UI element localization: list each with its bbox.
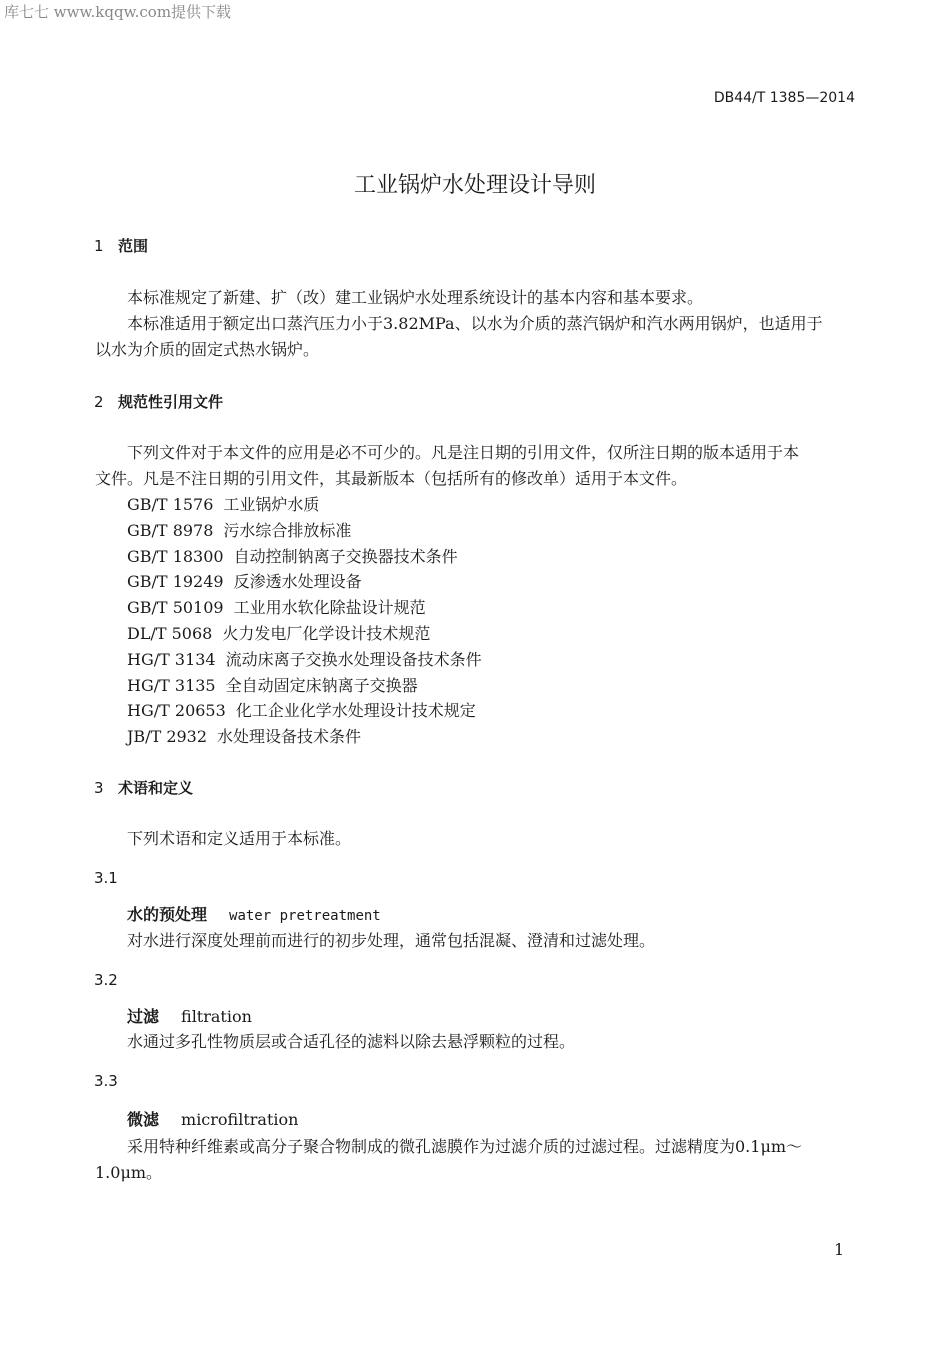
reference-code: DL/T 5068 <box>127 624 213 643</box>
reference-item <box>127 727 361 747</box>
paragraph: 下列文件对于本文件的应用是必不可少的。凡是注日期的引用文件，仅所注日期的版本适用于本 <box>127 443 800 462</box>
reference-title: 水处理设备技术条件 <box>217 727 362 747</box>
term-definition: 采用特种纤维素或高分子聚合物制成的微孔滤膜作为过滤介质的过滤过程。过滤精度为0.1μm～ <box>127 1137 803 1156</box>
document-code: DB44/T 1385—2014 <box>713 90 855 106</box>
reference-code: HG/T 20653 <box>127 701 226 721</box>
reference-title: 火力发电厂化学设计技术规范 <box>222 624 431 643</box>
term-number: 3.3 <box>94 1072 118 1090</box>
reference-code: GB/T 18300 <box>127 546 224 566</box>
section-heading-1 <box>94 236 148 256</box>
term-number: 3.1 <box>94 869 118 887</box>
term-zh: 过滤 <box>127 1007 160 1026</box>
reference-code: GB/T 1576 <box>127 495 214 514</box>
section-title: 范围 <box>118 237 149 255</box>
reference-item <box>127 676 418 696</box>
term-entry <box>127 1110 298 1130</box>
reference-title: 全自动固定床钠离子交换器 <box>225 675 418 695</box>
reference-item <box>127 572 362 592</box>
reference-item <box>127 624 430 644</box>
paragraph: 以水为介质的固定式热水锅炉。 <box>95 340 320 359</box>
section-number: 2 <box>94 393 104 411</box>
section-title: 规范性引用文件 <box>118 393 224 411</box>
paragraph: 本标准适用于额定出口蒸汽压力小于3.82MPa、以水为介质的蒸汽锅炉和汽水两用锅炉，也适用于 <box>127 314 823 333</box>
section-number: 3 <box>94 779 104 797</box>
term-entry <box>127 905 381 926</box>
section-number: 1 <box>94 237 104 255</box>
section-heading-3 <box>94 778 193 798</box>
section-title: 术语和定义 <box>118 779 194 797</box>
reference-title: 化工企业化学水处理设计技术规定 <box>235 701 476 721</box>
page-number: 1 <box>834 1240 845 1259</box>
reference-code: JB/T 2932 <box>127 727 208 747</box>
reference-code: GB/T 8978 <box>127 520 214 540</box>
reference-item <box>127 547 458 567</box>
paragraph: 文件。凡是不注日期的引用文件，其最新版本（包括所有的修改单）适用于本文件。 <box>95 469 688 488</box>
reference-title: 流动床离子交换水处理设备技术条件 <box>225 649 482 669</box>
reference-title: 工业锅炉水质 <box>223 495 320 514</box>
watermark: 库七七 www.kqqw.com提供下载 <box>4 3 232 21</box>
term-number: 3.2 <box>94 971 118 989</box>
reference-title: 自动控制钠离子交换器技术条件 <box>233 546 458 566</box>
reference-title: 污水综合排放标准 <box>223 520 352 540</box>
reference-title: 工业用水软化除盐设计规范 <box>233 598 426 618</box>
reference-code: GB/T 19249 <box>127 572 224 592</box>
reference-code: GB/T 50109 <box>127 598 224 618</box>
reference-title: 反渗透水处理设备 <box>233 572 362 592</box>
term-definition-cont: 1.0μm。 <box>95 1163 163 1182</box>
paragraph: 本标准规定了新建、扩（改）建工业锅炉水处理系统设计的基本内容和基本要求。 <box>127 288 704 307</box>
term-zh: 微滤 <box>127 1110 160 1129</box>
section-heading-2 <box>94 392 223 412</box>
term-en: microfiltration <box>181 1110 299 1129</box>
reference-code: HG/T 3134 <box>127 649 216 669</box>
reference-item <box>127 521 351 541</box>
term-zh: 水的预处理 <box>127 905 208 924</box>
page-title: 工业锅炉水处理设计导则 <box>353 173 596 198</box>
term-definition: 对水进行深度处理前而进行的初步处理，通常包括混凝、澄清和过滤处理。 <box>127 931 656 950</box>
term-en: water pretreatment <box>229 908 381 924</box>
term-en: filtration <box>181 1007 252 1026</box>
term-definition: 水通过多孔性物质层或合适孔径的滤料以除去悬浮颗粒的过程。 <box>127 1032 576 1051</box>
reference-item <box>127 650 482 670</box>
paragraph: 下列术语和定义适用于本标准。 <box>127 829 352 848</box>
term-entry <box>127 1007 252 1027</box>
reference-code: HG/T 3135 <box>127 675 216 695</box>
reference-item <box>127 701 476 721</box>
reference-item <box>127 495 319 515</box>
reference-item <box>127 598 426 618</box>
